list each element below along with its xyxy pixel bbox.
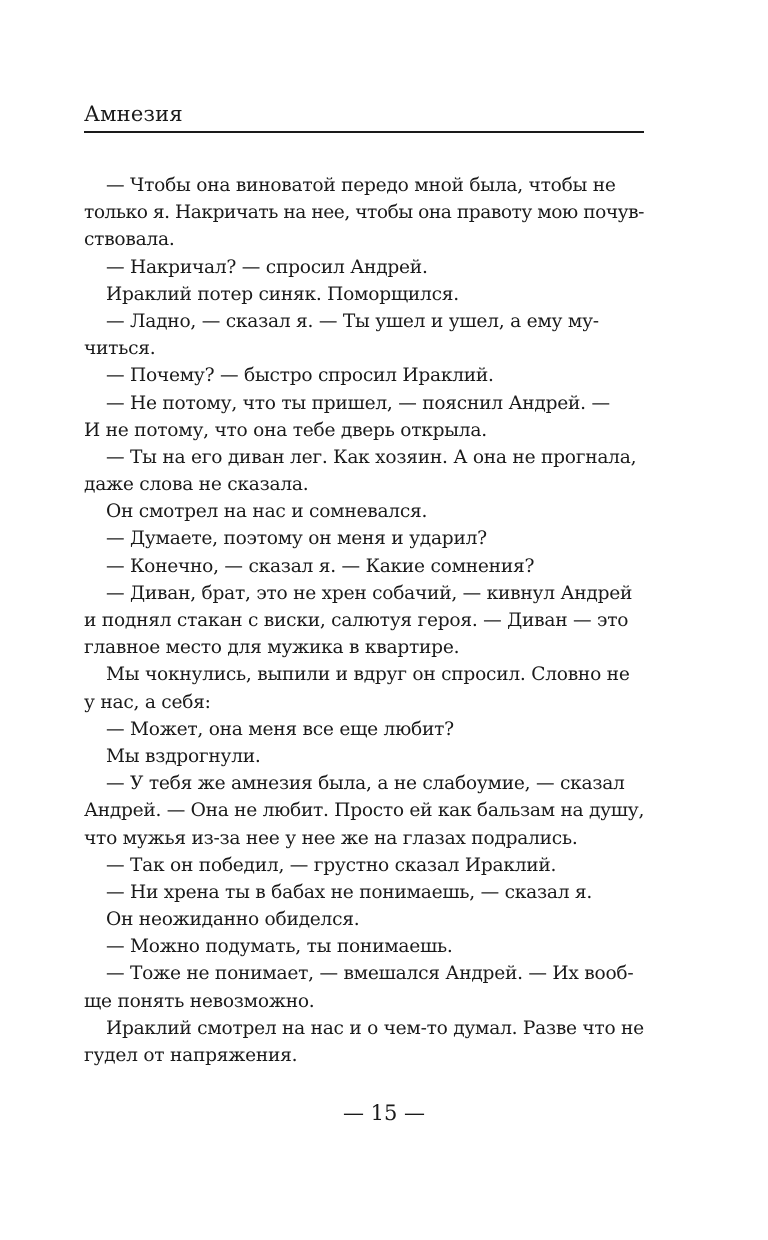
page-number: — 15 — — [342, 1101, 426, 1125]
text-line: Андрей. — Она не любит. Просто ей как бальзам на душу, — [84, 800, 645, 822]
text-line: — У тебя же амнезия была, а не слабоумие, — сказал — [106, 773, 625, 795]
text-line: Мы вздрогнули. — [106, 745, 261, 767]
text-line: — Почему? — быстро спросил Ираклий. — [106, 365, 494, 387]
text-line: главное место для мужика в квартире. — [84, 637, 460, 659]
text-line: — Думаете, поэтому он меня и ударил? — [106, 528, 487, 550]
text-line: и поднял стакан с виски, салютуя героя. — Диван — это — [84, 610, 629, 631]
text-line: Ираклий смотрел на нас и о чем-то думал. Разве что не — [106, 1017, 644, 1039]
running-head: Амнезия — [84, 102, 183, 126]
text-line: даже слова не сказала. — [84, 474, 309, 496]
text-line: — Может, она меня все еще любит? — [106, 718, 454, 740]
text-line: — Чтобы она виноватой передо мной была, чтобы не — [106, 175, 616, 196]
text-line: Он смотрел на нас и сомневался. — [106, 501, 428, 523]
text-line: — Тоже не понимает, — вмешался Андрей. — Их вооб- — [106, 963, 634, 985]
header-rule — [84, 131, 644, 133]
text-line: у нас, а себя: — [84, 691, 211, 713]
text-line: — Диван, брат, это не хрен собачий, — кивнул Андрей — [106, 582, 633, 604]
text-line: ствовала. — [84, 229, 175, 251]
text-line: Мы чокнулись, выпили и вдруг он спросил. Словно не — [106, 664, 630, 686]
text-line: — Ладно, — сказал я. — Ты ушел и ушел, а ему му- — [106, 310, 599, 332]
text-line: ще понять невозможно. — [84, 990, 315, 1012]
text-line: — Ни хрена ты в бабах не понимаешь, — сказал я. — [106, 881, 593, 903]
text-line: гудел от напряжения. — [84, 1045, 298, 1066]
text-line: что мужья из-за нее у нее же на глазах подрались. — [84, 827, 578, 849]
body-text — [84, 172, 644, 1069]
text-line: только я. Накричать на нее, чтобы она правоту мою почув- — [84, 202, 644, 224]
text-line: — Так он победил, — грустно сказал Ираклий. — [106, 854, 557, 876]
text-line: — Можно подумать, ты понимаешь. — [106, 936, 453, 958]
text-line: Ираклий потер синяк. Поморщился. — [106, 283, 459, 305]
text-line: — Ты на его диван лег. Как хозяин. А она не прогнала, — [106, 446, 637, 468]
text-line: читься. — [84, 338, 156, 360]
text-line: Он неожиданно обиделся. — [106, 909, 360, 931]
text-line: — Не потому, что ты пришел, — пояснил Андрей. — — [106, 392, 610, 414]
text-line: И не потому, что она тебе дверь открыла. — [84, 419, 487, 441]
text-line: — Накричал? — спросил Андрей. — [106, 256, 428, 278]
text-line: — Конечно, — сказал я. — Какие сомнения? — [106, 555, 535, 577]
